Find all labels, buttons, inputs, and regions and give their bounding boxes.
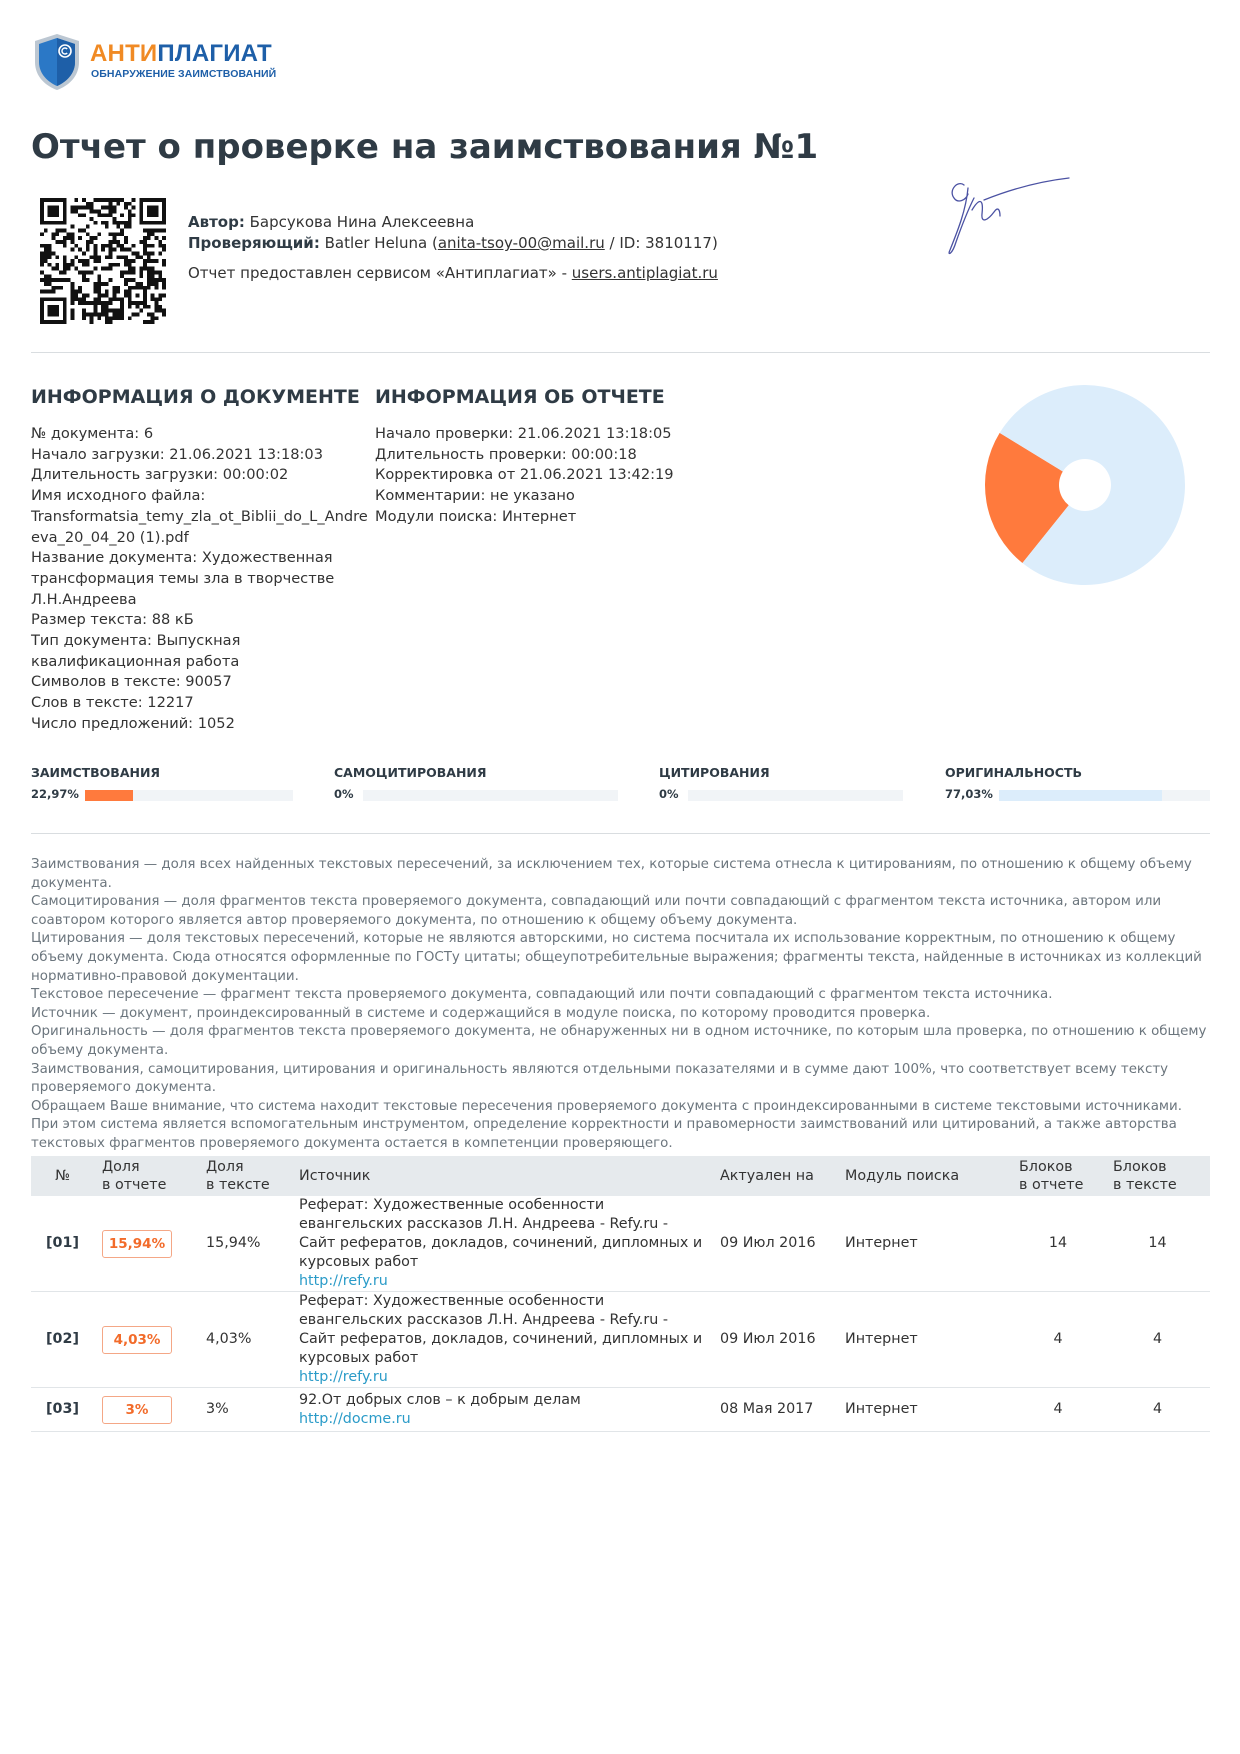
metric-value: 0% xyxy=(659,787,679,801)
metric-bar-track xyxy=(363,790,618,801)
source-link[interactable]: http://refy.ru xyxy=(299,1273,388,1289)
author-line xyxy=(188,212,718,233)
row-module: Интернет xyxy=(837,1388,1011,1432)
metric-label: САМОЦИТИРОВАНИЯ xyxy=(334,765,487,780)
service-link[interactable]: users.antiplagiat.ru xyxy=(571,264,718,282)
logo-name: АНТИПЛАГИАТ xyxy=(90,40,272,67)
checker-id: / ID: 3810117) xyxy=(604,234,718,252)
comments: Комментарии: не указано xyxy=(375,487,575,505)
col-share-report: Доля в отчете xyxy=(94,1156,198,1196)
shield-logo-icon xyxy=(32,32,82,92)
checker-line xyxy=(188,233,718,254)
provided-line xyxy=(188,263,718,284)
metric-bar-track xyxy=(85,790,293,801)
table-header-row xyxy=(31,1156,1210,1196)
row-number: [01] xyxy=(31,1196,94,1292)
definition-text-intersection: Текстовое пересечение — фрагмент текста проверяемого документа, совпадающий или почти совпадающий с фрагментом текста источника. xyxy=(31,987,1053,1003)
source-link[interactable]: http://refy.ru xyxy=(299,1369,388,1385)
metric-bar-fill xyxy=(999,790,1162,801)
col-actual: Актуален на xyxy=(712,1156,837,1196)
row-number: [02] xyxy=(31,1292,94,1388)
definition-source: Источник — документ, проиндексированный в системе и содержащийся в модуле поиска, по которому проводится проверка. xyxy=(31,1005,931,1021)
source-title: Реферат: Художественные особенности евангельских рассказов Л.Н. Андреева - Refy.ru - Сайт рефератов, докладов, сочинений, дипломных и курсовых работ xyxy=(299,1197,703,1270)
metric-citations xyxy=(659,765,903,801)
metric-borrowings xyxy=(31,765,293,801)
metric-label: ЦИТИРОВАНИЯ xyxy=(659,765,770,780)
report-info xyxy=(375,386,715,528)
row-share-text: 15,94% xyxy=(198,1196,291,1292)
metric-bar-track xyxy=(688,790,903,801)
metric-value: 77,03% xyxy=(945,787,993,801)
col-blocks-report: Блоков в отчете xyxy=(1011,1156,1105,1196)
metric-label: ЗАИМСТВОВАНИЯ xyxy=(31,765,161,780)
doc-type: Тип документа: Выпускная квалификационная работа xyxy=(31,632,241,670)
row-blocks-report: 4 xyxy=(1011,1388,1105,1432)
metric-originality xyxy=(945,765,1210,801)
author-label: Автор: xyxy=(188,213,245,231)
doc-title: Название документа: Художественная трансформация темы зла в творчестве Л.Н.Андреева xyxy=(31,549,335,608)
row-blocks-report: 4 xyxy=(1011,1292,1105,1388)
document-info-list xyxy=(31,424,368,735)
checker-email-link[interactable]: anita-tsoy-00@mail.ru xyxy=(437,234,605,252)
row-source xyxy=(291,1388,712,1432)
divider xyxy=(31,833,1210,834)
row-share-report xyxy=(94,1196,198,1292)
definition-sum: Заимствования, самоцитирования, цитирования и оригинальность являются отдельными показателями и в сумме дают 100%, что соответствует всему тексту проверяемого документа. xyxy=(31,1061,1169,1096)
report-info-list xyxy=(375,424,715,528)
antiplagiat-logo xyxy=(32,30,282,94)
correction-date: Корректировка от 21.06.2021 13:42:19 xyxy=(375,466,674,484)
doc-filename-label: Имя исходного файла: xyxy=(31,487,206,505)
provided-text: Отчет предоставлен сервисом «Антиплагиат» - xyxy=(188,264,572,282)
definition-originality: Оригинальность — доля фрагментов текста проверяемого документа, не обнаруженных ни в одном источнике, по которым шла проверка, по отношению к общему объему документа. xyxy=(31,1024,1207,1058)
table-row xyxy=(31,1388,1210,1432)
row-module: Интернет xyxy=(837,1196,1011,1292)
definitions xyxy=(31,856,1211,1154)
row-share-text: 3% xyxy=(198,1388,291,1432)
definition-borrowings: Заимствования — доля всех найденных текстовых пересечений, за исключением тех, которые система отнесла к цитированиям, по отношению к общему объему документа. xyxy=(31,857,1192,891)
row-blocks-text: 4 xyxy=(1105,1388,1210,1432)
row-blocks-text: 14 xyxy=(1105,1196,1210,1292)
row-blocks-text: 4 xyxy=(1105,1292,1210,1388)
col-share-text: Доля в тексте xyxy=(198,1156,291,1196)
source-title: 92.От добрых слов – к добрым делам xyxy=(299,1391,581,1408)
col-source: Источник xyxy=(291,1156,712,1196)
metric-self-citations xyxy=(334,765,620,801)
definition-citations: Цитирования — доля текстовых пересечений, которые не являются авторскими, но система посчитала их использование корректным, по отношению к общему объему документа. Сюда относятся оформленные по ГОСТу цитаты; общеупотребительные выражения; фрагменты текста, найденные в источниках из коллекций нормативно-правовой документации. xyxy=(31,931,1202,984)
metric-bar-fill xyxy=(85,790,133,801)
doc-upload-start: Начало загрузки: 21.06.2021 13:18:03 xyxy=(31,445,324,463)
row-share-report xyxy=(94,1388,198,1432)
document-info-title: ИНФОРМАЦИЯ О ДОКУМЕНТЕ xyxy=(31,386,360,408)
metric-bar-track xyxy=(999,790,1210,801)
share-badge: 4,03% xyxy=(102,1326,172,1354)
check-duration: Длительность проверки: 00:00:18 xyxy=(375,445,637,463)
metric-value: 0% xyxy=(334,787,354,801)
definition-self-citations: Самоцитирования — доля фрагментов текста проверяемого документа, совпадающий или почти совпадающий с фрагментом текста источника, автором или соавтором которого является автор проверяемого документа, по отношению к общему объему документа. xyxy=(31,894,1162,928)
signature-icon xyxy=(944,170,1074,260)
doc-upload-duration: Длительность загрузки: 00:00:02 xyxy=(31,466,289,484)
report-meta xyxy=(188,212,718,284)
row-source xyxy=(291,1196,712,1292)
row-share-report xyxy=(94,1292,198,1388)
row-number: [03] xyxy=(31,1388,94,1432)
originality-pie-chart xyxy=(980,380,1190,590)
col-number: № xyxy=(31,1156,94,1196)
checker-paren: ( xyxy=(431,234,438,252)
metric-label: ОРИГИНАЛЬНОСТЬ xyxy=(945,765,1083,780)
doc-filename-part1: Transformatsia_temy_zla_ot_Biblii_do_L_Andre xyxy=(31,507,368,525)
checker-name: Batler Heluna xyxy=(324,234,428,252)
row-actual: 09 Июл 2016 xyxy=(712,1292,837,1388)
divider xyxy=(31,352,1210,353)
qr-code-icon xyxy=(40,198,166,324)
doc-sentences: Число предложений: 1052 xyxy=(31,714,235,732)
doc-number: № документа: 6 xyxy=(31,425,154,442)
row-actual: 09 Июл 2016 xyxy=(712,1196,837,1292)
row-actual: 08 Мая 2017 xyxy=(712,1388,837,1432)
doc-words: Слов в тексте: 12217 xyxy=(31,694,194,712)
row-source xyxy=(291,1292,712,1388)
metric-value: 22,97% xyxy=(31,787,79,801)
page-title: Отчет о проверке на заимствования №1 xyxy=(31,127,819,167)
check-start: Начало проверки: 21.06.2021 13:18:05 xyxy=(375,425,672,442)
doc-filename-part2: eva_20_04_20 (1).pdf xyxy=(31,528,189,546)
share-badge: 3% xyxy=(102,1396,172,1424)
share-badge: 15,94% xyxy=(102,1230,172,1258)
report-info-title: ИНФОРМАЦИЯ ОБ ОТЧЕТЕ xyxy=(375,386,665,408)
row-share-text: 4,03% xyxy=(198,1292,291,1388)
author-value: Барсукова Нина Алексеевна xyxy=(249,213,475,231)
logo-subtitle: ОБНАРУЖЕНИЕ ЗАИМСТВОВАНИЙ xyxy=(91,68,277,80)
row-module: Интернет xyxy=(837,1292,1011,1388)
checker-label: Проверяющий: xyxy=(188,234,320,252)
col-blocks-text: Блоков в тексте xyxy=(1105,1156,1210,1196)
table-row xyxy=(31,1196,1210,1292)
col-module: Модуль поиска xyxy=(837,1156,1011,1196)
search-modules: Модули поиска: Интернет xyxy=(375,507,577,525)
sources-table xyxy=(31,1156,1210,1432)
source-link[interactable]: http://docme.ru xyxy=(299,1410,411,1427)
table-row xyxy=(31,1292,1210,1388)
document-info xyxy=(31,386,368,735)
notice: Обращаем Ваше внимание, что система находит текстовые пересечения проверяемого документа с проиндексированными в системе текстовыми источниками. При этом система является вспомогательным инструментом, определение корректности и правомерности заимствований или цитирований, а также авторства текстовых фрагментов проверяемого документа остается в компетенции проверяющего. xyxy=(31,1098,1182,1151)
source-title: Реферат: Художественные особенности евангельских рассказов Л.Н. Андреева - Refy.ru - Сайт рефератов, докладов, сочинений, дипломных и курсовых работ xyxy=(299,1293,703,1366)
row-blocks-report: 14 xyxy=(1011,1196,1105,1292)
doc-chars: Символов в тексте: 90057 xyxy=(31,673,232,691)
doc-size: Размер текста: 88 кБ xyxy=(31,611,194,629)
